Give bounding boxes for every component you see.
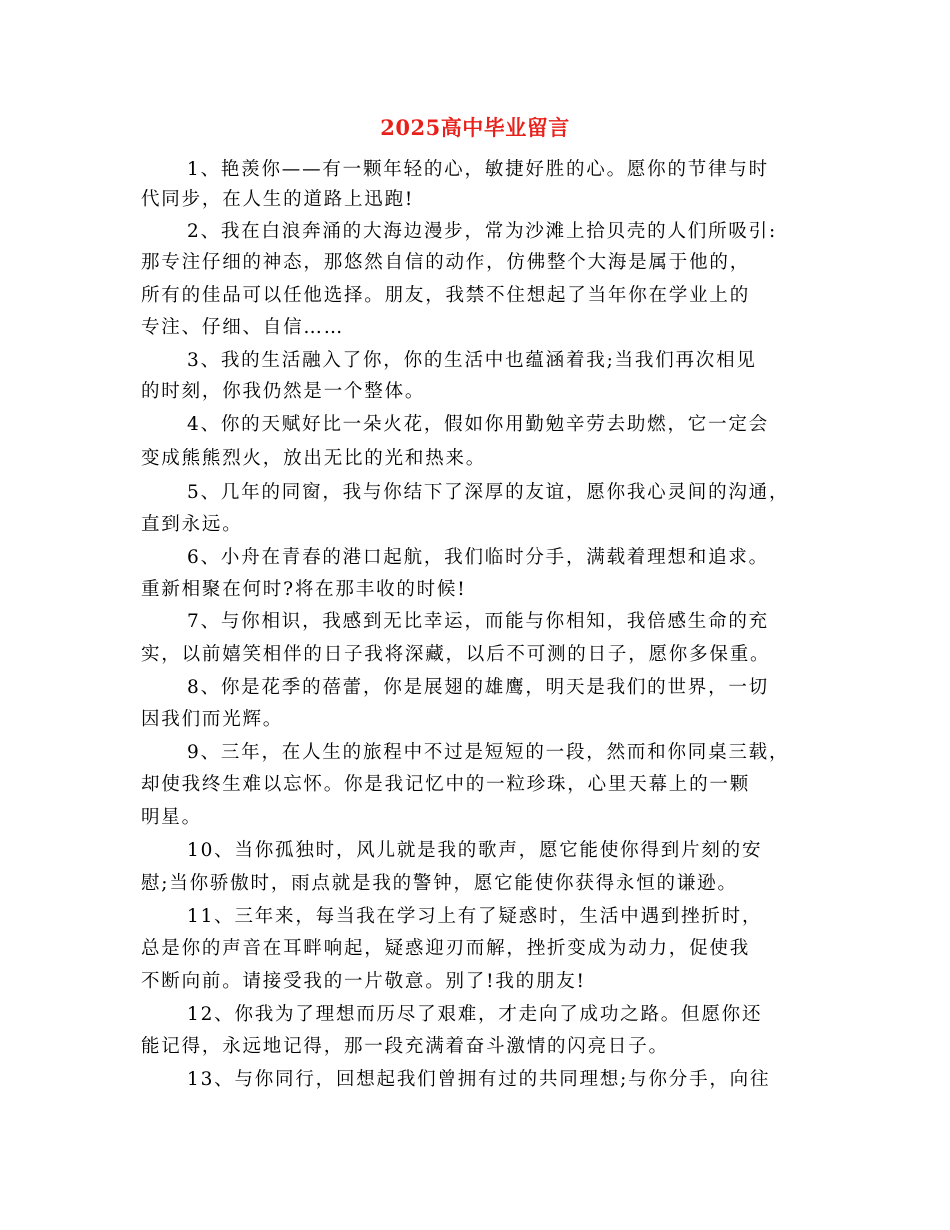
- text-line: 重新相聚在何时?将在那丰收的时候!: [141, 579, 467, 600]
- text-line: 5、几年的同窗，我与你结下了深厚的友谊，愿你我心灵间的沟通，: [187, 482, 790, 503]
- text-line: 11、三年来，每当我在学习上有了疑惑时，生活中遇到挫折时，: [187, 906, 763, 927]
- text-line: 实，以前嬉笑相伴的日子我将深藏，以后不可测的日子，愿你多保重。: [141, 644, 771, 665]
- text-line: 因我们而光辉。: [141, 709, 284, 730]
- text-line: 慰;当你骄傲时，雨点就是我的警钟，愿它能使你获得永恒的谦逊。: [141, 873, 738, 894]
- text-line: 4、你的天赋好比一朵火花，假如你用勤勉辛劳去助燃，它一定会: [187, 414, 769, 435]
- text-line: 13、与你同行，回想起我们曾拥有过的共同理想;与你分手，向往: [187, 1069, 771, 1090]
- text-line: 直到永远。: [141, 514, 243, 535]
- text-line: 却使我终生难以忘怀。你是我记忆中的一粒珍珠，心里天幕上的一颗: [141, 774, 751, 795]
- text-line: 不断向前。请接受我的一片敬意。别了!我的朋友!: [141, 971, 586, 992]
- text-line: 变成熊熊烈火，放出无比的光和热来。: [141, 448, 487, 469]
- text-line: 总是你的声音在耳畔响起，疑惑迎刃而解，挫折变成为动力，促使我: [141, 938, 751, 959]
- text-line: 1、艳羡你——有一颗年轻的心，敏捷好胜的心。愿你的节律与时: [187, 159, 769, 180]
- text-line: 代同步，在人生的道路上迅跑!: [141, 189, 415, 210]
- text-line: 明星。: [141, 807, 202, 828]
- page-title: 2025高中毕业留言: [380, 115, 570, 140]
- text-line: 2、我在白浪奔涌的大海边漫步，常为沙滩上拾贝壳的人们所吸引:: [187, 221, 778, 242]
- text-line: 10、当你孤独时，风儿就是我的歌声，愿它能使你得到片刻的安: [187, 840, 763, 861]
- text-line: 12、你我为了理想而历尽了艰难，才走向了成功之路。但愿你还: [187, 1004, 763, 1025]
- text-line: 8、你是花季的蓓蕾，你是展翅的雄鹰，明天是我们的世界，一切: [187, 677, 769, 698]
- text-line: 9、三年，在人生的旅程中不过是短短的一段，然而和你同桌三载，: [187, 742, 790, 763]
- text-line: 专注、仔细、自信……: [141, 317, 345, 338]
- text-line: 能记得，永远地记得，那一段充满着奋斗激情的闪亮日子。: [141, 1036, 669, 1057]
- text-line: 7、与你相识，我感到无比幸运，而能与你相知，我倍感生命的充: [187, 611, 769, 632]
- text-line: 3、我的生活融入了你，你的生活中也蕴涵着我;当我们再次相见: [187, 350, 757, 371]
- text-line: 6、小舟在青春的港口起航，我们临时分手，满载着理想和追求。: [187, 547, 769, 568]
- text-line: 那专注仔细的神态，那悠然自信的动作，仿佛整个大海是属于他的，: [141, 252, 751, 273]
- text-line: 所有的佳品可以任他选择。朋友，我禁不住想起了当年你在学业上的: [141, 285, 751, 306]
- text-line: 的时刻，你我仍然是一个整体。: [141, 381, 426, 402]
